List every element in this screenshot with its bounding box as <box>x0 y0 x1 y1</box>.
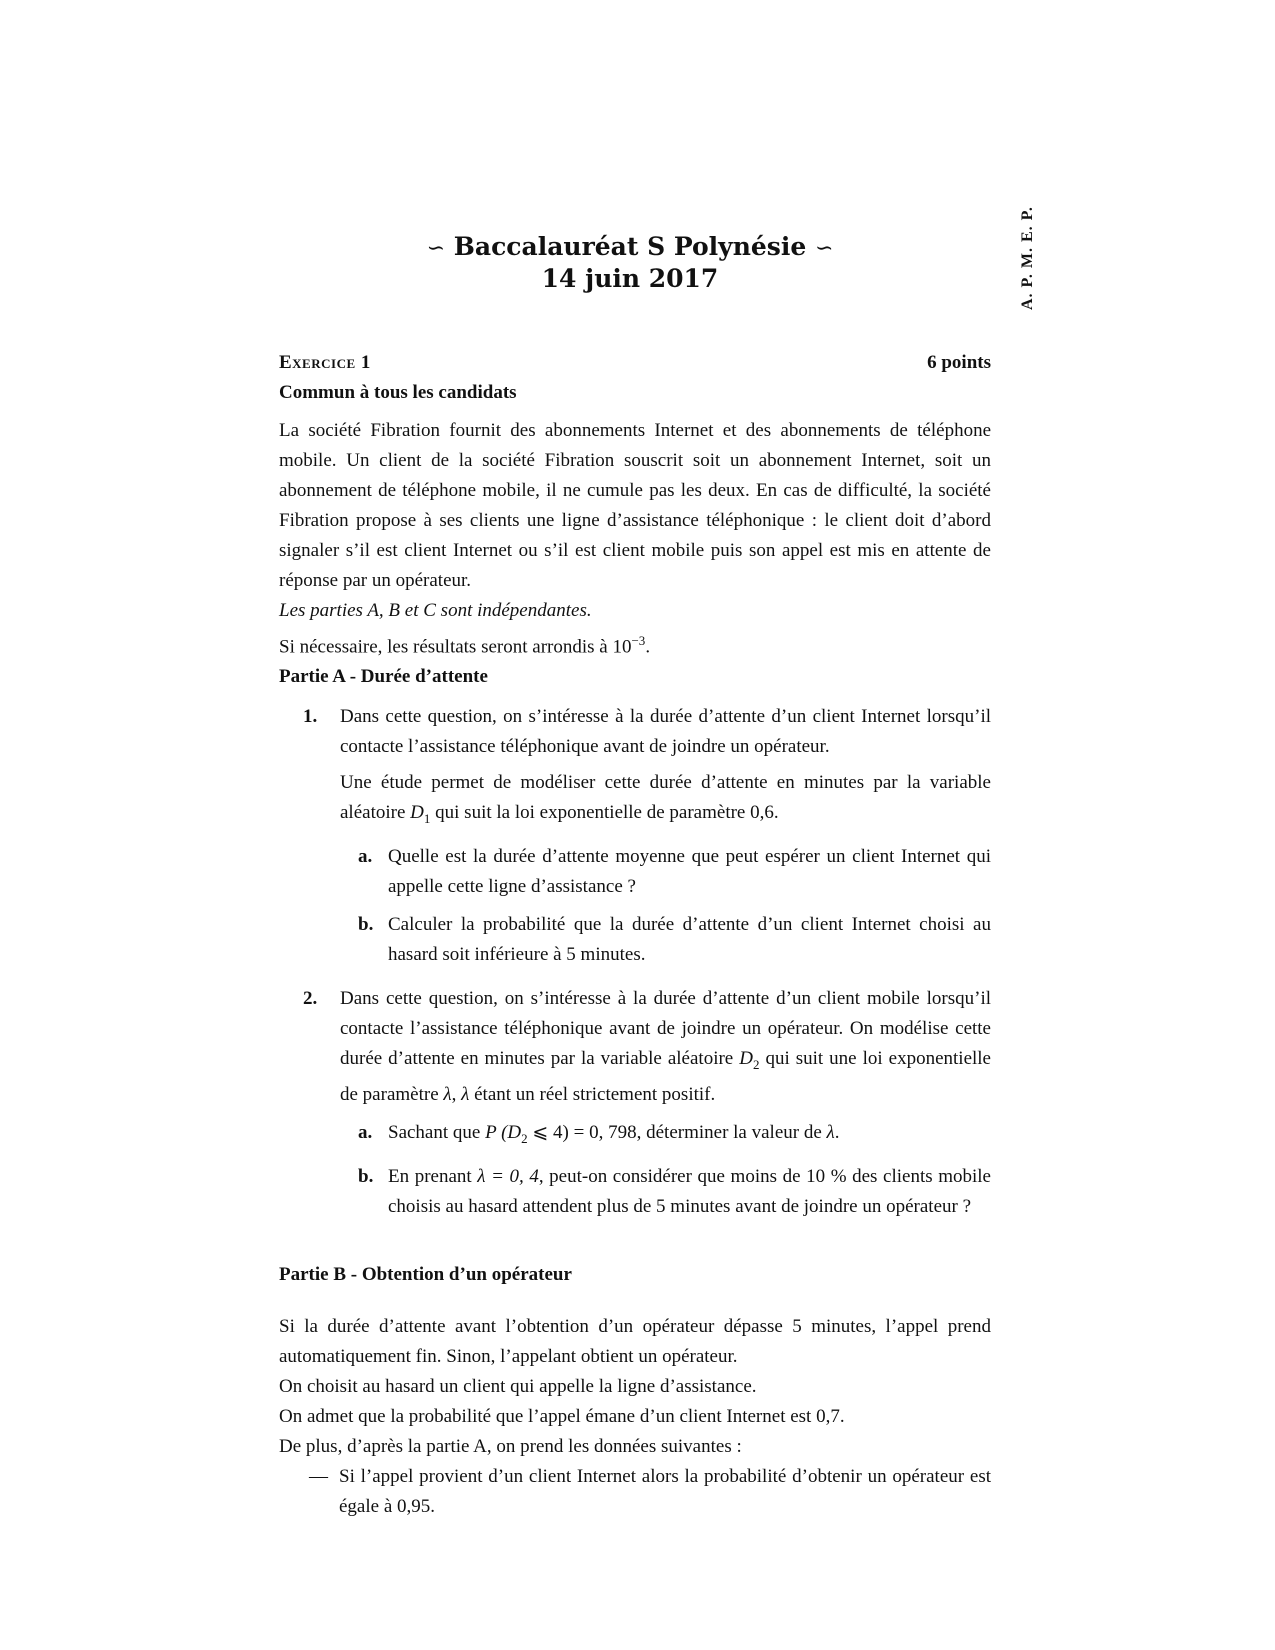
question-1b <box>340 910 991 970</box>
model-suffix: qui suit la loi exponentielle de paramètre 0,6. <box>430 802 779 824</box>
question-2b-label: b. <box>358 1165 374 1187</box>
question-2a-text <box>388 1118 991 1154</box>
question-1a <box>340 842 991 902</box>
exercise-audience: Commun à tous les candidats <box>279 382 517 403</box>
part-b-title: Partie B - Obtention d’un opérateur <box>279 1263 572 1285</box>
question-1-subs <box>340 842 991 970</box>
rounding-note <box>279 626 991 662</box>
q2a-math: P (D <box>485 1121 522 1143</box>
question-1a-text: Quelle est la durée d’attente moyenne que peut espérer un client Internet qui appelle cette ligne d’assistance ? <box>388 846 991 898</box>
rounding-exponent: −3 <box>631 633 646 648</box>
var-d2-sub: 2 <box>752 1056 760 1072</box>
q2a-prefix: Sachant que <box>388 1121 486 1143</box>
q2-sep: , <box>451 1083 462 1105</box>
exercise-title: Exercice 1 <box>279 352 371 373</box>
question-2a <box>340 1118 991 1154</box>
part-a-title: Partie A - Durée d’attente <box>279 666 488 688</box>
question-1b-text: Calculer la probabilité que la durée d’attente d’un client Internet choisi au hasard soit inférieure à 5 minutes. <box>388 914 991 966</box>
lambda-2: λ <box>461 1083 470 1105</box>
question-2-body <box>340 984 991 1222</box>
part-b-bullet <box>279 1462 991 1522</box>
exercise-points: 6 points <box>927 352 991 373</box>
question-2b <box>340 1162 991 1222</box>
q2-text-prefix: Dans cette question, on s’intéresse à la durée d’attente d’un client mobile lorsqu’il contacte l’assistance téléphonique avant de joindre un opérateur. On modélise cette durée d’attente en minutes par la variable aléatoire <box>340 988 991 1070</box>
part-b-bullet-text: Si l’appel provient d’un client Internet alors la probabilité d’obtenir un opérateur est égale à 0,95. <box>339 1465 991 1517</box>
question-2 <box>279 984 991 1222</box>
q2b-prefix: En prenant <box>388 1165 478 1187</box>
ornament-left-icon: ∽ <box>426 236 446 261</box>
document-date: 14 juin 2017 <box>541 264 719 293</box>
var-d-sub: 1 <box>423 811 431 827</box>
intro-paragraph: La société Fibration fournit des abonnements Internet et des abonnements de téléphone mobile. Un client de la société Fibration souscrit soit un abonnement Internet, soit un abonnement de téléphone mobile, il ne cumule pas les deux. En cas de difficulté, la société Fibration propose à ses clients une ligne d’assistance téléphonique : le client doit d’abord signaler s’il est client Internet ou s’il est client mobile puis son appel est mis en attente de réponse par un opérateur. <box>279 420 991 591</box>
q2-text-mid: qui suit une loi exponentielle de paramètre <box>340 1048 991 1105</box>
question-1-number: 1. <box>303 706 318 728</box>
q2a-suffix: , déterminer la valeur de <box>636 1121 827 1143</box>
lambda-3: λ <box>826 1121 835 1143</box>
question-1-text: Dans cette question, on s’intéresse à la durée d’attente d’un client Internet lorsqu’il contacte l’assistance téléphonique avant de joindre un opérateur. <box>340 706 991 758</box>
exercise-heading <box>279 348 991 378</box>
q2b-suffix: , peut-on considérer que moins de 10 % des clients mobile choisis au hasard attendent plus de 5 minutes avant de joindre un opérateur ? <box>388 1165 991 1217</box>
question-1-body <box>340 702 991 970</box>
q2b-math: λ = 0, 4 <box>477 1165 539 1187</box>
q2a-math-rest: ⩽ 4) = 0, 798 <box>527 1121 637 1143</box>
question-2b-text <box>388 1162 991 1222</box>
title-line <box>380 232 880 264</box>
lambda-1: λ <box>443 1083 452 1105</box>
question-2-number: 2. <box>303 988 318 1010</box>
q2a-end: . <box>834 1121 840 1143</box>
question-1 <box>279 702 991 970</box>
part-b-line: On admet que la probabilité que l’appel émane d’un client Internet est 0,7. <box>279 1405 845 1427</box>
dash-icon: — <box>309 1465 328 1487</box>
part-b-line: De plus, d’après la partie A, on prend les données suivantes : <box>279 1435 742 1457</box>
model-text: Une étude permet de modéliser cette durée d’attente en minutes par la variable aléatoire <box>340 772 991 824</box>
document-header <box>380 232 880 294</box>
question-2-text <box>340 984 991 1110</box>
q2-text-suffix: étant un réel strictement positif. <box>469 1083 716 1105</box>
independence-note: Les parties A, B et C sont indépendantes. <box>279 600 592 621</box>
part-b-body <box>279 1312 991 1522</box>
part-b-line: Si la durée d’attente avant l’obtention d’un opérateur dépasse 5 minutes, l’appel prend automatiquement fin. Sinon, l’appelant obtient un opérateur. <box>279 1315 991 1367</box>
var-d: D <box>410 802 424 824</box>
q2a-math-sub: 2 <box>521 1130 528 1146</box>
question-2-subs <box>340 1118 991 1222</box>
var-d2: D <box>739 1048 753 1070</box>
question-1a-label: a. <box>358 846 373 868</box>
rounding-end: . <box>645 636 651 658</box>
rounding-text: Si nécessaire, les résultats seront arrondis à 10 <box>279 636 632 658</box>
part-b-line: On choisit au hasard un client qui appelle la ligne d’assistance. <box>279 1375 757 1397</box>
document-title: Baccalauréat S Polynésie <box>453 232 807 261</box>
question-1b-label: b. <box>358 914 374 936</box>
question-2a-label: a. <box>358 1121 373 1143</box>
question-1-model <box>340 768 991 834</box>
exercise-content <box>279 348 991 1522</box>
side-label: A. P. M. E. P. <box>1019 206 1036 310</box>
ornament-right-icon: ∽ <box>814 236 834 261</box>
